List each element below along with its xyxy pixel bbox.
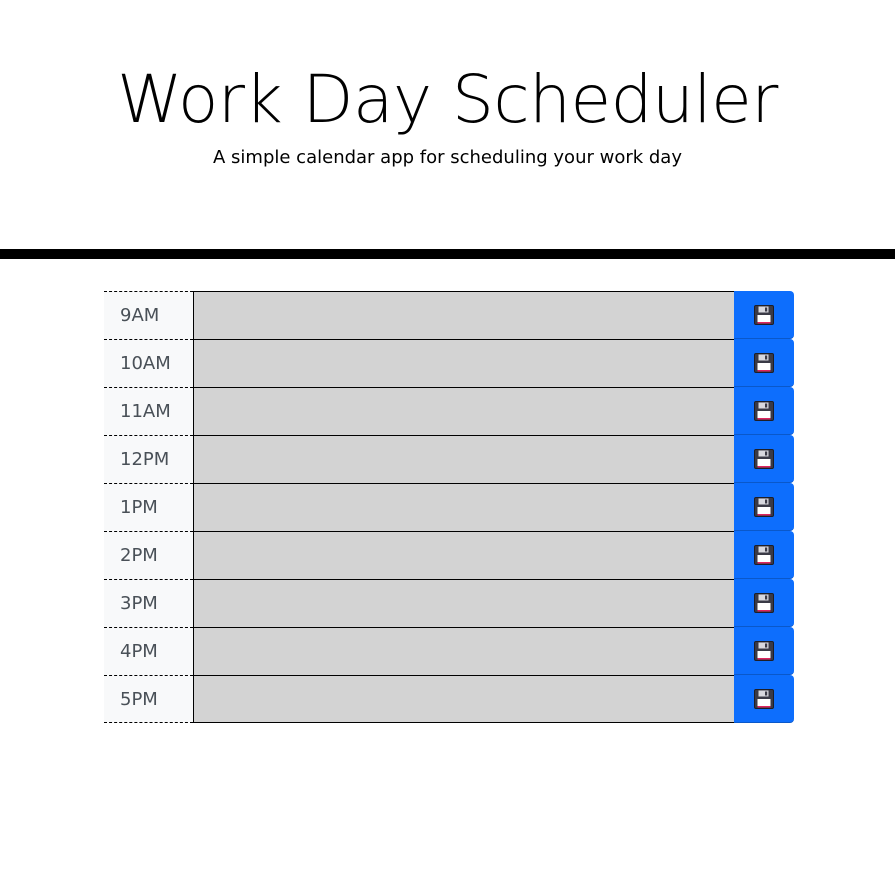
- floppy-disk-icon: [753, 352, 775, 374]
- time-block-row: [104, 627, 794, 675]
- floppy-disk-icon: [753, 592, 775, 614]
- hour-label: 3PM: [104, 579, 193, 627]
- event-description-input[interactable]: [193, 675, 734, 723]
- time-block-row: [104, 675, 794, 723]
- save-button[interactable]: [734, 387, 794, 435]
- event-description-input[interactable]: [193, 627, 734, 675]
- save-button[interactable]: [734, 483, 794, 531]
- time-block-row: [104, 435, 794, 483]
- page-header: [0, 0, 895, 250]
- page-title: Work Day Scheduler: [117, 61, 778, 138]
- schedule-container: [104, 291, 794, 723]
- save-button[interactable]: [734, 579, 794, 627]
- hour-label: 12PM: [104, 435, 193, 483]
- floppy-disk-icon: [753, 304, 775, 326]
- floppy-disk-icon: [753, 448, 775, 470]
- time-block-row: [104, 291, 794, 339]
- header-divider: [0, 249, 895, 259]
- time-block-row: [104, 339, 794, 387]
- floppy-disk-icon: [753, 688, 775, 710]
- time-block-row: [104, 483, 794, 531]
- time-block-row: [104, 387, 794, 435]
- hour-label: 2PM: [104, 531, 193, 579]
- save-button[interactable]: [734, 627, 794, 675]
- save-button[interactable]: [734, 339, 794, 387]
- save-button[interactable]: [734, 675, 794, 723]
- hour-label: 4PM: [104, 627, 193, 675]
- save-button[interactable]: [734, 531, 794, 579]
- event-description-input[interactable]: [193, 531, 734, 579]
- save-button[interactable]: [734, 291, 794, 339]
- hour-label: 10AM: [104, 339, 193, 387]
- page-subtitle: A simple calendar app for scheduling your work day: [213, 147, 682, 168]
- event-description-input[interactable]: [193, 483, 734, 531]
- event-description-input[interactable]: [193, 291, 734, 339]
- hour-label: 5PM: [104, 675, 193, 723]
- event-description-input[interactable]: [193, 387, 734, 435]
- floppy-disk-icon: [753, 400, 775, 422]
- time-block-row: [104, 579, 794, 627]
- hour-label: 1PM: [104, 483, 193, 531]
- event-description-input[interactable]: [193, 579, 734, 627]
- event-description-input[interactable]: [193, 339, 734, 387]
- floppy-disk-icon: [753, 544, 775, 566]
- floppy-disk-icon: [753, 496, 775, 518]
- hour-label: 9AM: [104, 291, 193, 339]
- save-button[interactable]: [734, 435, 794, 483]
- event-description-input[interactable]: [193, 435, 734, 483]
- floppy-disk-icon: [753, 640, 775, 662]
- hour-label: 11AM: [104, 387, 193, 435]
- time-block-row: [104, 531, 794, 579]
